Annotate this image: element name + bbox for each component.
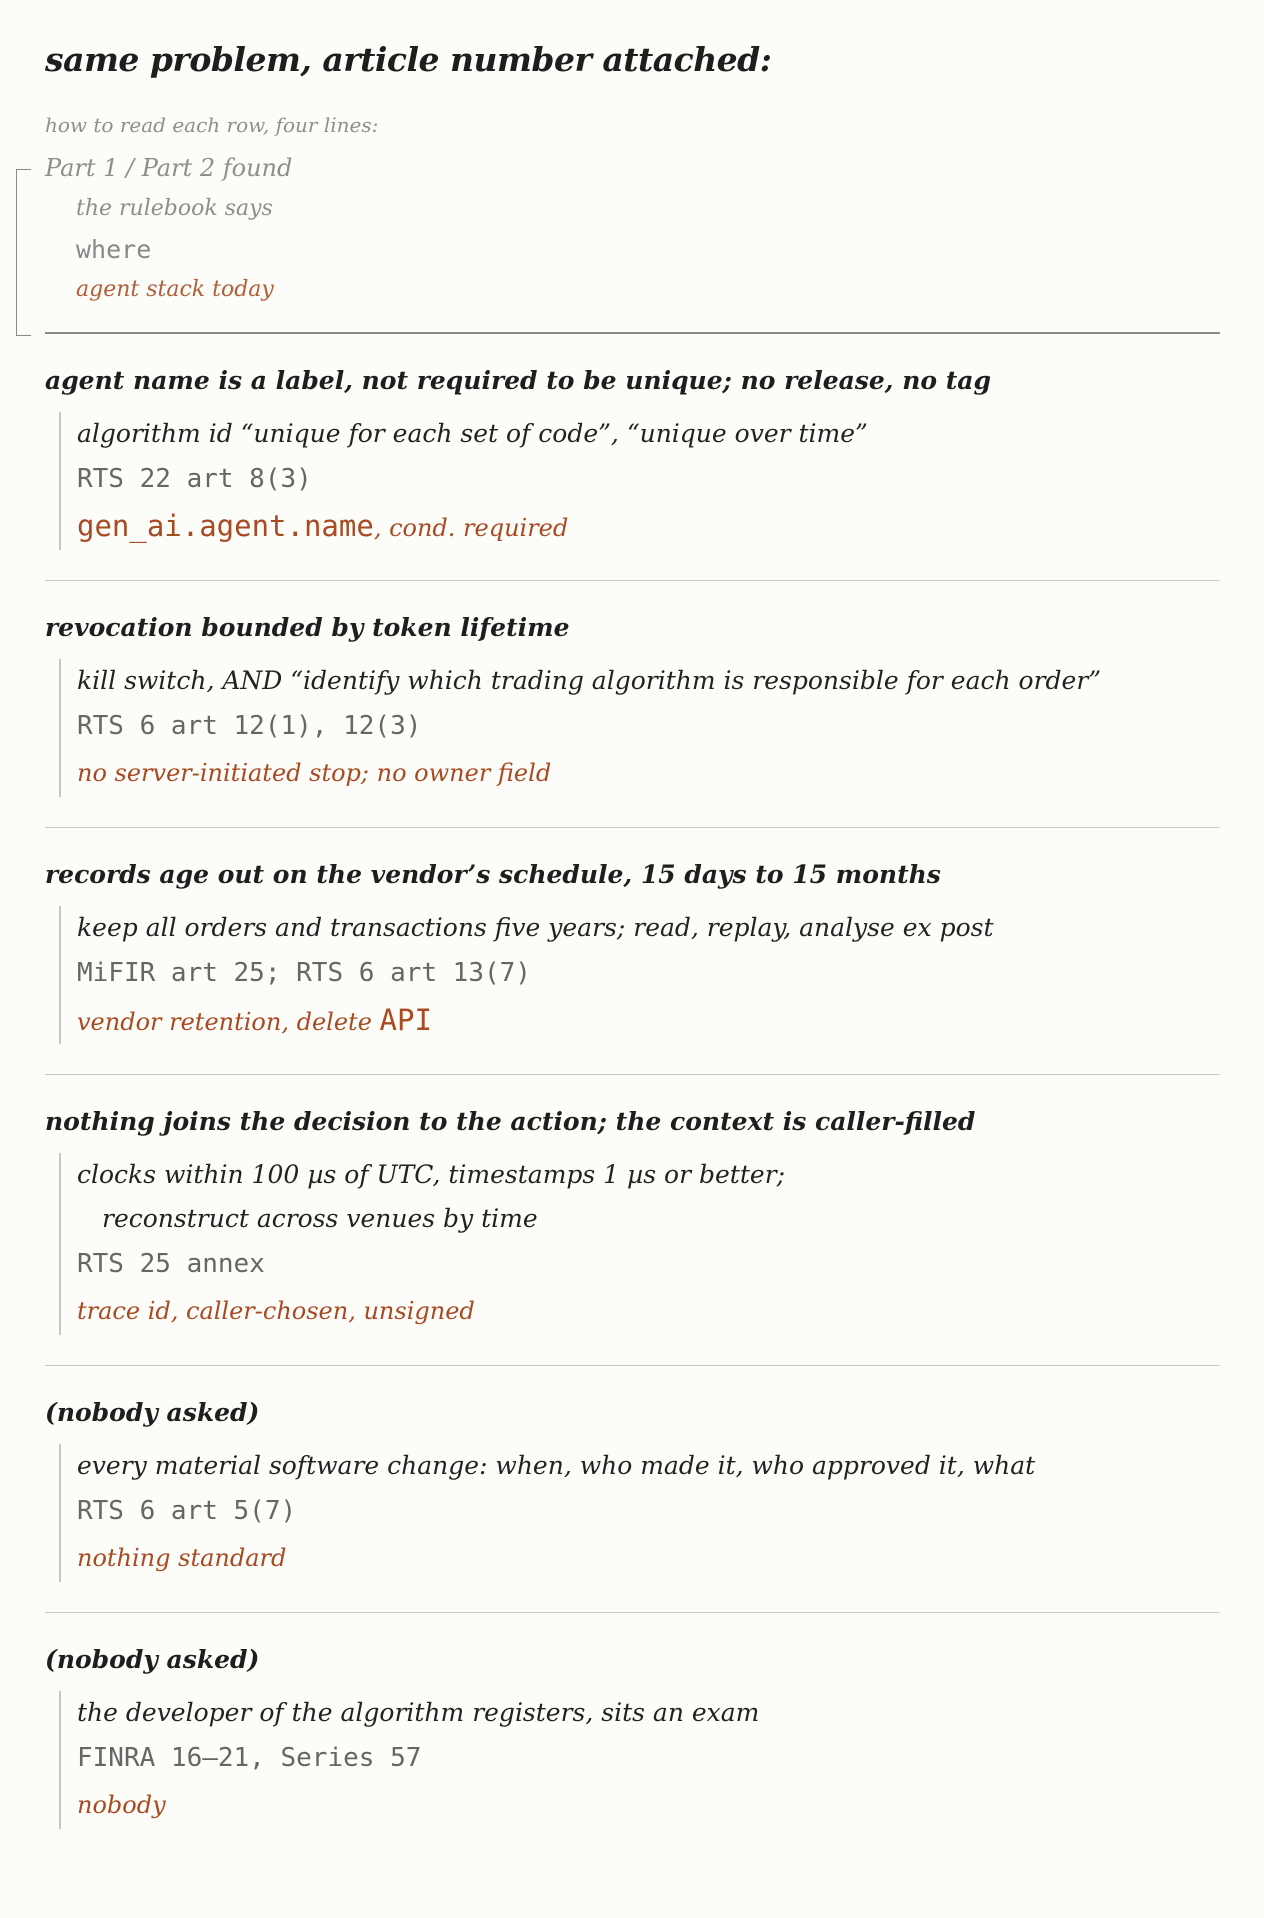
row-agent-stack (77, 502, 1220, 550)
row-agent-stack-text: , cond. required (373, 514, 569, 542)
row-agent-stack: trace id, caller-chosen, unsigned (77, 1297, 475, 1325)
row-rulebook-says: algorithm id “unique for each set of code”, “unique over time” (77, 419, 868, 448)
row-body (59, 1444, 1220, 1582)
row-agent-stack-code: API (379, 1003, 432, 1037)
row-agent-stack: no server-initiated stop; no owner field (77, 759, 552, 787)
row-rulebook-says: every material software change: when, who made it, who approved it, what (77, 1451, 1036, 1480)
comparison-row (45, 828, 1220, 1074)
comparison-row (45, 1075, 1220, 1365)
row-found: nothing joins the decision to the action; the context is caller-filled (45, 1107, 976, 1136)
legend-bracket (16, 169, 31, 336)
row-rulebook-says: keep all orders and transactions five years; read, replay, analyse ex post (77, 913, 994, 942)
legend-where: where (76, 235, 152, 264)
legend (45, 147, 1220, 310)
row-found: (nobody asked) (45, 1645, 260, 1674)
row-body (59, 412, 1220, 550)
row-agent-stack-code: gen_ai.agent.name (77, 509, 374, 543)
row-found: agent name is a label, not required to be unique; no release, no tag (45, 366, 991, 395)
row-found: records age out on the vendor’s schedule, 15 days to 15 months (45, 860, 941, 889)
row-agent-stack-text: vendor retention, delete (77, 1008, 380, 1036)
legend-found: Part 1 / Part 2 found (45, 154, 293, 182)
row-where: RTS 6 art 5(7) (77, 1496, 297, 1526)
row-rulebook-says: the developer of the algorithm registers, sits an exam (77, 1698, 760, 1727)
row-body (59, 659, 1220, 797)
comparison-row (45, 1613, 1220, 1859)
row-where: RTS 6 art 12(1), 12(3) (77, 711, 422, 741)
row-rulebook-says-continued: reconstruct across venues by time (102, 1204, 538, 1233)
row-agent-stack: nobody (77, 1791, 166, 1819)
comparison-row (45, 1366, 1220, 1612)
row-where: RTS 22 art 8(3) (77, 464, 312, 494)
legend-caption: how to read each row, four lines: (45, 113, 379, 137)
row-body (59, 1153, 1220, 1335)
row-rulebook-says: clocks within 100 µs of UTC, timestamps 1 µs or better; (77, 1160, 786, 1189)
row-where: MiFIR art 25; RTS 6 art 13(7) (77, 958, 531, 988)
legend-says: the rulebook says (76, 196, 273, 221)
comparison-row (45, 581, 1220, 827)
row-body (59, 906, 1220, 1044)
row-found: revocation bounded by token lifetime (45, 613, 570, 642)
row-agent-stack: nothing standard (77, 1544, 287, 1572)
row-agent-stack (77, 996, 1220, 1044)
legend-stack: agent stack today (76, 277, 274, 302)
row-rulebook-says: kill switch, AND “identify which trading algorithm is responsible for each order” (77, 666, 1102, 695)
row-found: (nobody asked) (45, 1398, 260, 1427)
row-where: RTS 25 annex (77, 1249, 265, 1279)
row-body (59, 1691, 1220, 1829)
row-where: FINRA 16–21, Series 57 (77, 1743, 422, 1773)
comparison-row (45, 334, 1220, 580)
page-title: same problem, article number attached: (45, 40, 772, 79)
